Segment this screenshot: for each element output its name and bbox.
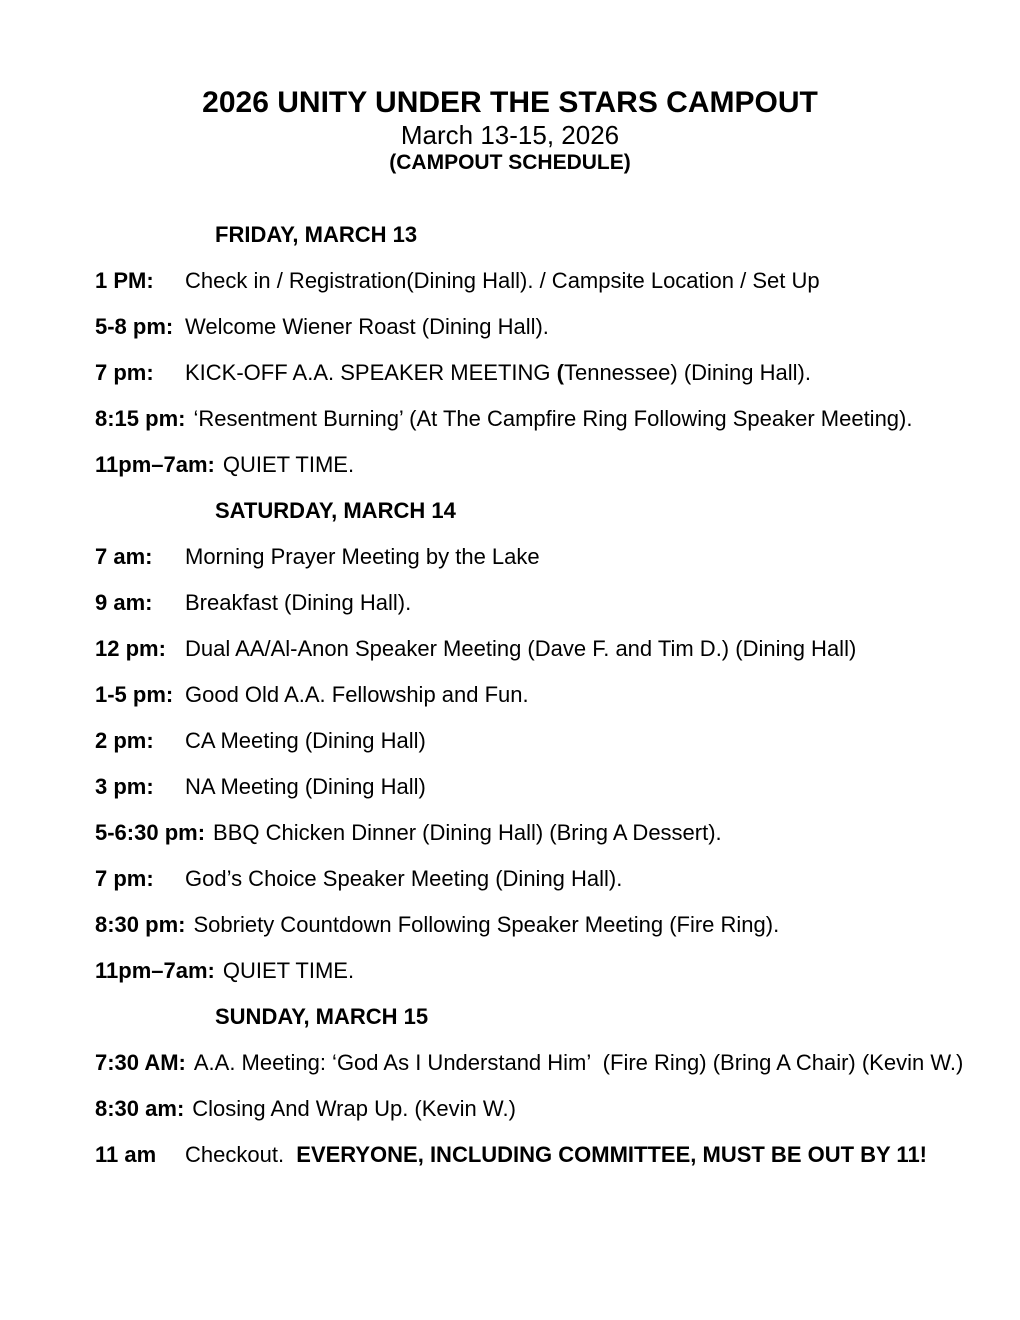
entry-time: 2 pm: <box>95 728 154 753</box>
entry-time: 7 pm: <box>95 360 154 385</box>
entry-time: 11pm–7am: <box>95 452 215 477</box>
entry-description <box>193 406 912 431</box>
entry-time: 1-5 pm: <box>95 682 174 707</box>
entry-description <box>185 866 622 891</box>
schedule-entry <box>95 452 970 478</box>
entry-time: 5-8 pm: <box>95 314 174 339</box>
entry-text: Good Old A.A. Fellowship and Fun. <box>185 682 529 707</box>
schedule-entry <box>95 314 970 340</box>
entry-time: 8:30 am: <box>95 1096 185 1121</box>
section-heading: SATURDAY, MARCH 14 <box>215 498 456 523</box>
entry-text: Dual AA/Al-Anon Speaker Meeting (Dave F. and Tim D.) (Dining Hall) <box>185 636 857 661</box>
schedule-entry <box>95 590 970 616</box>
entry-description <box>223 958 354 983</box>
entry-description <box>192 1096 516 1121</box>
entry-text: Check in / Registration(Dining Hall). / Campsite Location / Set Up <box>185 268 820 293</box>
entry-description <box>185 544 540 569</box>
entry-text: Morning Prayer Meeting by the Lake <box>185 544 540 569</box>
entry-description <box>185 314 549 339</box>
entry-description <box>185 682 529 707</box>
entry-time: 5-6:30 pm: <box>95 820 206 845</box>
entry-description <box>185 360 811 385</box>
section-heading: SUNDAY, MARCH 15 <box>215 1004 429 1029</box>
document-date: March 13-15, 2026 <box>400 120 620 150</box>
schedule-entry <box>95 268 970 294</box>
entry-text: Sobriety Countdown Following Speaker Meeting (Fire Ring). <box>193 912 780 937</box>
entry-text: NA Meeting (Dining Hall) <box>185 774 426 799</box>
entry-description <box>193 912 779 937</box>
entry-time: 11pm–7am: <box>95 958 215 983</box>
entry-text: A.A. Meeting: ‘God As I Understand Him’ (Fire Ring) (Bring A Chair) (Kevin W.) <box>193 1050 964 1075</box>
schedule-entry <box>95 544 970 570</box>
entry-time: 11 am <box>95 1142 157 1167</box>
entry-time: 7 pm: <box>95 866 154 891</box>
entry-description <box>194 1050 963 1075</box>
document-title: 2026 UNITY UNDER THE STARS CAMPOUT <box>202 86 818 119</box>
schedule-entry <box>95 406 970 432</box>
entry-description <box>223 452 354 477</box>
section-heading: FRIDAY, MARCH 13 <box>215 222 418 247</box>
schedule-entry <box>95 958 970 984</box>
schedule-entry <box>95 1096 970 1122</box>
entry-text: QUIET TIME. <box>222 958 355 983</box>
entry-description <box>213 820 722 845</box>
entry-text: ‘Resentment Burning’ (At The Campfire Ring Following Speaker Meeting). <box>193 406 913 431</box>
schedule <box>0 222 1020 1168</box>
entry-text: Breakfast (Dining Hall). <box>185 590 412 615</box>
entry-text: QUIET TIME. <box>222 452 355 477</box>
document-subtitle: (CAMPOUT SCHEDULE) <box>389 151 631 174</box>
schedule-entry <box>95 682 970 708</box>
schedule-entry <box>95 866 970 892</box>
entry-description <box>185 774 426 799</box>
entry-description <box>185 1142 927 1167</box>
schedule-entry <box>95 774 970 800</box>
entry-time: 3 pm: <box>95 774 154 799</box>
entry-time: 12 pm: <box>95 636 166 661</box>
entry-text: BBQ Chicken Dinner (Dining Hall) (Bring A Dessert). <box>213 820 722 845</box>
entry-text: Closing And Wrap Up. (Kevin W.) <box>192 1096 516 1121</box>
entry-text: God’s Choice Speaker Meeting (Dining Hall). <box>185 866 623 891</box>
entry-description <box>185 728 426 753</box>
schedule-entry <box>95 912 970 938</box>
entry-description <box>185 636 856 661</box>
entry-text-bold: EVERYONE, INCLUDING COMMITTEE, MUST BE OUT BY 11! <box>296 1142 928 1167</box>
schedule-entry <box>95 728 970 754</box>
schedule-entry <box>95 1142 970 1168</box>
document-header <box>0 86 1020 176</box>
entry-time: 8:30 pm: <box>95 912 186 937</box>
entry-text-bold: ( <box>556 360 564 385</box>
entry-text: KICK-OFF A.A. SPEAKER MEETING <box>185 360 557 385</box>
entry-time: 9 am: <box>95 590 153 615</box>
schedule-entry <box>95 820 970 846</box>
schedule-entry <box>95 360 970 386</box>
entry-text: Welcome Wiener Roast (Dining Hall). <box>185 314 549 339</box>
entry-text: CA Meeting (Dining Hall) <box>185 728 426 753</box>
entry-description <box>185 268 820 293</box>
schedule-entry <box>95 1050 970 1076</box>
entry-time: 7:30 AM: <box>95 1050 186 1075</box>
entry-time: 1 PM: <box>95 268 154 293</box>
entry-time: 8:15 pm: <box>95 406 186 431</box>
entry-time: 7 am: <box>95 544 153 569</box>
entry-description <box>185 590 411 615</box>
entry-text: Checkout. <box>185 1142 297 1167</box>
entry-text: Tennessee) (Dining Hall). <box>563 360 811 385</box>
schedule-entry <box>95 636 970 662</box>
